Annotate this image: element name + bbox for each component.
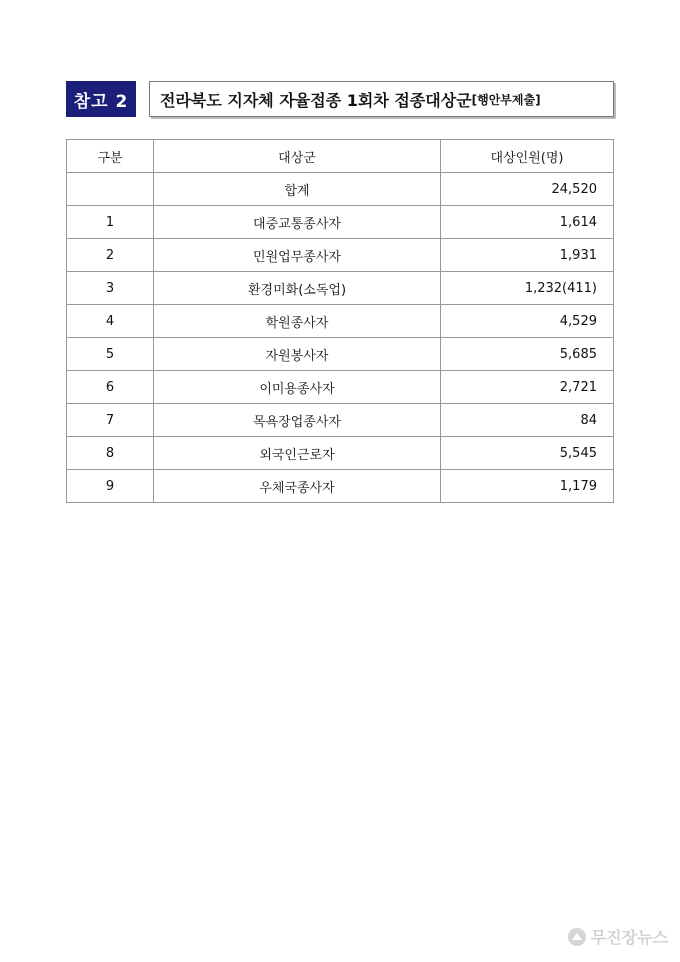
row-count: 2,721 — [441, 371, 614, 404]
row-count: 1,931 — [441, 239, 614, 272]
row-group: 대중교통종사자 — [154, 206, 441, 239]
title-suffix: [행안부제출] — [471, 92, 541, 107]
table-row — [67, 437, 614, 470]
table-row — [67, 371, 614, 404]
target-group-table — [66, 139, 614, 503]
row-no: 5 — [67, 338, 154, 371]
row-no: 8 — [67, 437, 154, 470]
row-no: 6 — [67, 371, 154, 404]
row-no: 7 — [67, 404, 154, 437]
table-total-row — [67, 173, 614, 206]
row-group: 환경미화(소독업) — [154, 272, 441, 305]
row-no: 3 — [67, 272, 154, 305]
table-row — [67, 206, 614, 239]
row-no: 9 — [67, 470, 154, 503]
table-row — [67, 338, 614, 371]
row-count: 5,685 — [441, 338, 614, 371]
column-header-no: 구분 — [67, 140, 154, 173]
row-no: 4 — [67, 305, 154, 338]
row-no: 1 — [67, 206, 154, 239]
row-count: 84 — [441, 404, 614, 437]
document-title — [149, 81, 614, 117]
table-row — [67, 470, 614, 503]
watermark — [568, 925, 668, 948]
row-group: 목욕장업종사자 — [154, 404, 441, 437]
total-no — [67, 173, 154, 206]
row-count: 5,545 — [441, 437, 614, 470]
row-group: 이미용종사자 — [154, 371, 441, 404]
document-header — [66, 81, 614, 117]
row-group: 우체국종사자 — [154, 470, 441, 503]
table-row — [67, 239, 614, 272]
row-count: 1,232(411) — [441, 272, 614, 305]
total-label: 합계 — [154, 173, 441, 206]
watermark-text: 무진장뉴스 — [590, 928, 668, 947]
table-row — [67, 272, 614, 305]
table-row — [67, 404, 614, 437]
row-group: 학원종사자 — [154, 305, 441, 338]
row-group: 민원업무종사자 — [154, 239, 441, 272]
row-count: 1,614 — [441, 206, 614, 239]
row-group: 외국인근로자 — [154, 437, 441, 470]
column-header-count: 대상인원(명) — [441, 140, 614, 173]
reference-badge: 참고 2 — [66, 81, 136, 117]
row-group: 자원봉사자 — [154, 338, 441, 371]
row-count: 1,179 — [441, 470, 614, 503]
table-header-row — [67, 140, 614, 173]
row-no: 2 — [67, 239, 154, 272]
column-header-group: 대상군 — [154, 140, 441, 173]
title-main: 전라북도 지자체 자율접종 1회차 접종대상군 — [160, 90, 472, 110]
mountain-logo-icon — [568, 928, 586, 946]
total-count: 24,520 — [441, 173, 614, 206]
row-count: 4,529 — [441, 305, 614, 338]
table-row — [67, 305, 614, 338]
